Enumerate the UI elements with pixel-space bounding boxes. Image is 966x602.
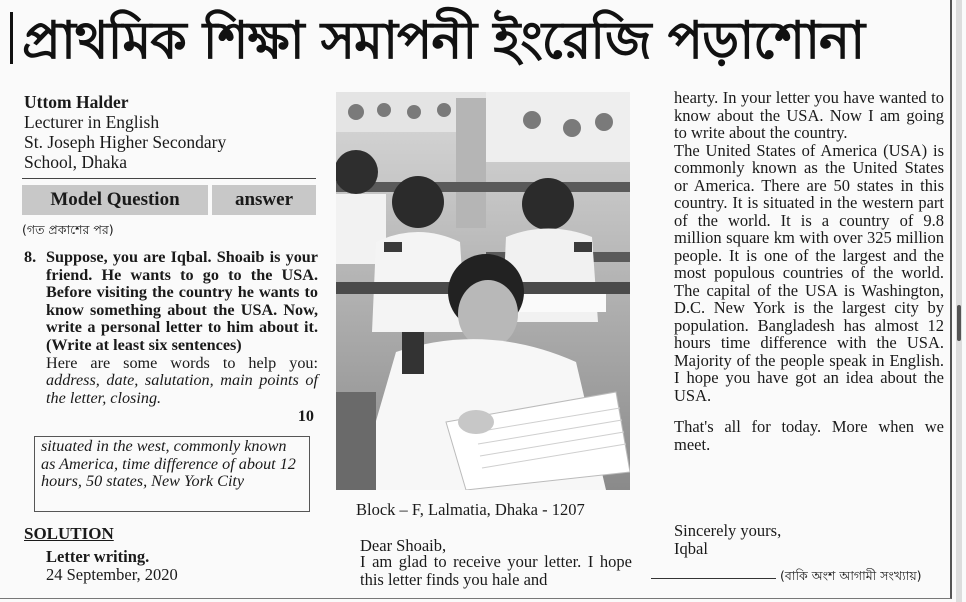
answer-label: answer bbox=[212, 185, 316, 215]
section-header bbox=[22, 185, 316, 215]
letter-salutation: Dear Shoaib, bbox=[360, 536, 447, 555]
classroom-photo bbox=[336, 92, 630, 490]
author-byline bbox=[24, 92, 324, 172]
help-intro: Here are some words to help you: bbox=[46, 353, 318, 372]
scrollbar-thumb[interactable] bbox=[957, 305, 961, 341]
byline-divider bbox=[22, 178, 316, 179]
question-number: 8. bbox=[24, 248, 37, 266]
continued-note: (গত প্রকাশের পর) bbox=[22, 222, 114, 237]
hint-box: situated in the west, commonly known as America, time difference of about 12 hours, 50 states, New York City bbox=[34, 436, 310, 512]
question-marks: 10 bbox=[297, 407, 314, 425]
question-help bbox=[46, 355, 318, 408]
signature: Iqbal bbox=[674, 539, 708, 558]
help-words: address, date, salutation, main points of the letter, closing. bbox=[46, 371, 318, 407]
author-role: Lecturer in English bbox=[24, 112, 160, 132]
author-name: Uttom Halder bbox=[24, 92, 129, 112]
model-question-label: Model Question bbox=[22, 185, 208, 215]
to-be-continued-note: (বাকি অংশ আগামী সংখ্যায়) bbox=[780, 568, 922, 583]
solution-type: Letter writing. bbox=[46, 547, 150, 566]
letter-opening: I am glad to receive your letter. I hope this letter finds you hale and bbox=[360, 552, 632, 589]
solution-heading: SOLUTION bbox=[24, 524, 114, 543]
footer-rule bbox=[651, 578, 776, 579]
letter-signoff bbox=[674, 522, 781, 558]
headline-rule bbox=[10, 12, 13, 64]
letter-body bbox=[674, 89, 944, 453]
letter-date: 24 September, 2020 bbox=[46, 565, 178, 584]
signoff-text: Sincerely yours, bbox=[674, 521, 782, 540]
letter-closing-paragraph: That's all for today. More when we meet. bbox=[674, 417, 944, 454]
author-school-line1: St. Joseph Higher Secondary bbox=[24, 132, 227, 152]
letter-paragraph-2: The United States of America (USA) is commonly known as the United States or America. There are 50 states in this country. It is situated in the western part of the world. It is a country of 9.8 million square km with over 325 million people. It is one of the largest and the most populous countries of the world. The capital of the USA is Washington, D.C. New York is the largest city by population. Bangladesh has almost 12 hours time difference with the USA. Majority of the people speak in English. I hope you have got an idea about the USA. bbox=[674, 140, 944, 405]
author-school-line2: School, Dhaka bbox=[24, 152, 128, 172]
question-text: Suppose, you are Iqbal. Shoaib is your friend. He wants to go to the USA. Before visiting the country he wants to know something about the USA. Now, write a personal letter to him about it. (Write at least six sentences) bbox=[46, 248, 318, 354]
question-block bbox=[24, 248, 318, 425]
letter-paragraph-1: hearty. In your letter you have wanted to know about the USA. Now I am going to write about the country. bbox=[674, 88, 944, 142]
page-title: প্রাথমিক শিক্ষা সমাপনী ইংরেজি পড়াশোনা bbox=[22, 11, 865, 71]
scrollbar[interactable] bbox=[956, 0, 962, 602]
letter-address: Block – F, Lalmatia, Dhaka - 1207 bbox=[356, 500, 585, 519]
